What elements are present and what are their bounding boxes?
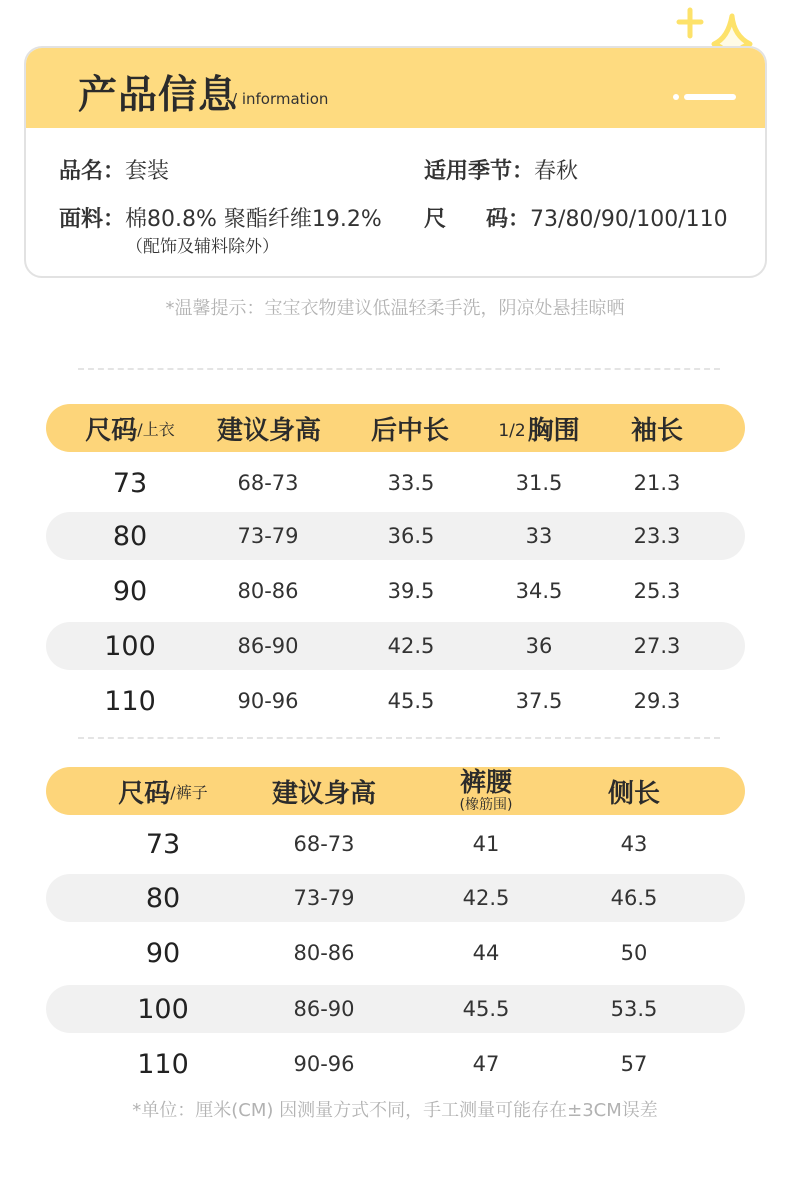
table-row	[46, 874, 745, 922]
size-cell: 73	[112, 467, 148, 499]
top-header-chest-prefix: 1/2	[498, 421, 526, 441]
table-row	[46, 459, 745, 507]
back-length-cell: 42.5	[387, 634, 435, 658]
product-info-subtitle: / information	[232, 90, 329, 108]
product-info-title: 产品信息	[78, 73, 239, 118]
size-field	[424, 202, 728, 233]
top-header-sleeve: 袖长	[630, 415, 683, 446]
material-note: （配饰及辅料除外）	[126, 237, 279, 257]
unit-note: *单位：厘米(CM) 因测量方式不同，手工测量可能存在±3CM误差	[132, 1100, 658, 1121]
sleeve-cell: 23.3	[633, 524, 681, 548]
height-cell: 86-90	[237, 634, 299, 658]
back-length-cell: 33.5	[387, 471, 435, 495]
chest-cell: 33	[525, 524, 553, 548]
top-size-table	[46, 404, 745, 722]
size-value: 73/80/90/100/110	[530, 207, 728, 232]
material-label: 面料：	[59, 207, 126, 232]
height-cell: 73-79	[293, 886, 355, 910]
pants-header-waist-sub: (橡筋围)	[459, 797, 513, 813]
table-row	[46, 622, 745, 670]
chest-cell: 36	[525, 634, 553, 658]
care-tip: *温馨提示：宝宝衣物建议低温轻柔手洗，阴凉处悬挂晾晒	[165, 298, 625, 319]
height-cell: 73-79	[237, 524, 299, 548]
chest-cell: 31.5	[515, 471, 563, 495]
season-value: 春秋	[534, 159, 579, 184]
product-name-label: 品名：	[59, 159, 126, 184]
height-cell: 90-96	[293, 1052, 355, 1076]
pants-header-size-sub: /裤子	[170, 782, 208, 802]
pants-header-waist: 裤腰 (橡筋围)	[459, 768, 513, 813]
size-cell: 90	[145, 937, 181, 969]
divider	[78, 368, 720, 370]
height-cell: 68-73	[237, 471, 299, 495]
season-label: 适用季节：	[424, 159, 535, 184]
size-cell: 100	[137, 993, 189, 1025]
product-info-card	[24, 46, 767, 278]
table-row	[46, 820, 745, 868]
back-length-cell: 39.5	[387, 579, 435, 603]
table-row	[46, 985, 745, 1033]
height-cell: 90-96	[237, 689, 299, 713]
side-length-cell: 57	[620, 1052, 648, 1076]
top-header-back-length: 后中长	[370, 415, 449, 446]
back-length-cell: 45.5	[387, 689, 435, 713]
size-label-2: 码：	[486, 207, 531, 232]
table-row	[46, 1040, 745, 1088]
size-cell: 80	[112, 520, 148, 552]
sleeve-cell: 21.3	[633, 471, 681, 495]
product-name-field	[59, 154, 169, 185]
size-cell: 110	[104, 685, 156, 717]
side-length-cell: 46.5	[610, 886, 658, 910]
pants-header-side-length: 侧长	[607, 778, 660, 809]
side-length-cell: 50	[620, 941, 648, 965]
sleeve-cell: 29.3	[633, 689, 681, 713]
back-length-cell: 36.5	[387, 524, 435, 548]
material-field	[59, 202, 382, 233]
sleeve-cell: 25.3	[633, 579, 681, 603]
size-cell: 80	[145, 882, 181, 914]
height-cell: 80-86	[293, 941, 355, 965]
pants-header-size: 尺码 /裤子	[118, 778, 208, 809]
pants-header-height: 建议身高	[271, 778, 376, 809]
height-cell: 68-73	[293, 832, 355, 856]
top-header-size-sub: /上衣	[137, 419, 175, 439]
table-row	[46, 567, 745, 615]
top-header-height: 建议身高	[216, 415, 321, 446]
chest-cell: 34.5	[515, 579, 563, 603]
side-length-cell: 43	[620, 832, 648, 856]
waist-cell: 41	[472, 832, 500, 856]
product-name-value: 套装	[125, 159, 170, 184]
size-cell: 90	[112, 575, 148, 607]
waist-cell: 45.5	[462, 997, 510, 1021]
height-cell: 80-86	[237, 579, 299, 603]
size-cell: 110	[137, 1048, 189, 1080]
sleeve-cell: 27.3	[633, 634, 681, 658]
season-field	[424, 154, 578, 185]
table-row	[46, 677, 745, 725]
waist-cell: 42.5	[462, 886, 510, 910]
pants-size-table	[46, 767, 745, 1085]
size-label-1: 尺	[424, 207, 447, 232]
header-dot-decoration	[673, 94, 679, 100]
waist-cell: 44	[472, 941, 500, 965]
divider	[78, 737, 720, 739]
height-cell: 86-90	[293, 997, 355, 1021]
top-header-chest: 1/2 胸围	[498, 415, 580, 446]
table-row	[46, 929, 745, 977]
chest-cell: 37.5	[515, 689, 563, 713]
material-value: 棉80.8% 聚酯纤维19.2%	[125, 207, 382, 232]
pants-table-header	[46, 767, 745, 815]
header-line-decoration	[684, 94, 736, 100]
top-header-size: 尺码 /上衣	[85, 415, 175, 446]
top-table-header	[46, 404, 745, 452]
product-info-header	[26, 48, 765, 128]
side-length-cell: 53.5	[610, 997, 658, 1021]
size-cell: 73	[145, 828, 181, 860]
size-cell: 100	[104, 630, 156, 662]
waist-cell: 47	[472, 1052, 500, 1076]
table-row	[46, 512, 745, 560]
